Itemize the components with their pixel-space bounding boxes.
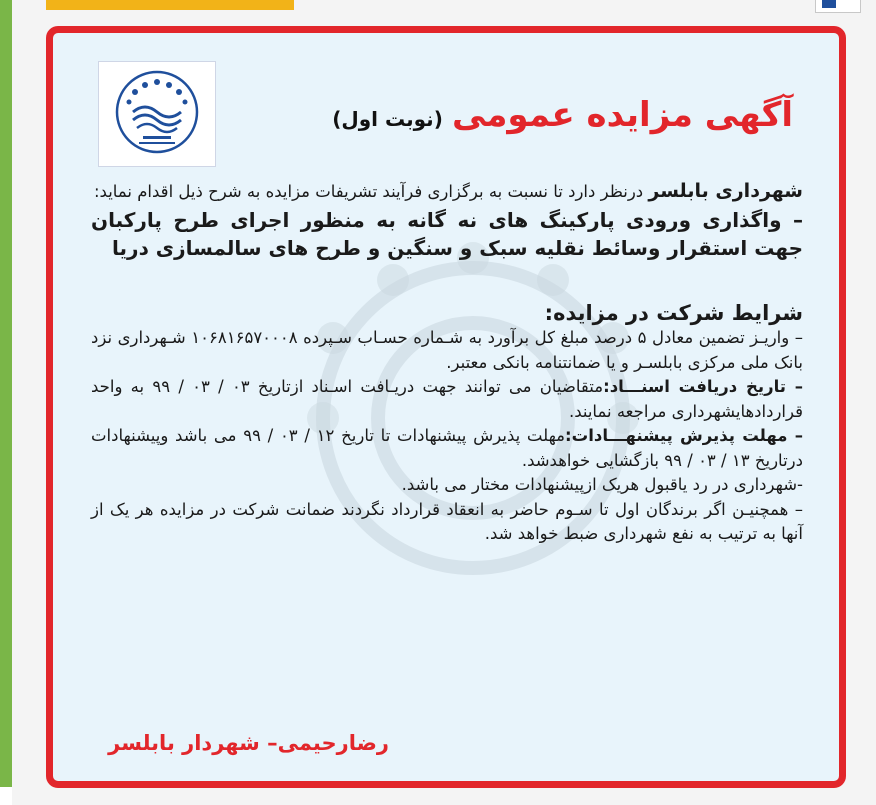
top-banner-strip	[46, 0, 294, 10]
auction-subject: – واگذاری ورودی پارکینگ های نه گانه به منظور اجرای طرح پارکبان جهت استقرار وسائط نقلیه سبک و سنگین و طرح های سالمسازی دریا	[91, 208, 803, 260]
intro-text: درنظر دارد تا نسبت به برگزاری فرآیند تشریفات مزایده به شرح ذیل اقدام نماید:	[94, 182, 649, 201]
notice-title	[332, 95, 793, 135]
title-round: (نوبت اول)	[332, 107, 443, 131]
notice-body	[91, 179, 803, 547]
notice-frame	[46, 26, 846, 788]
documents-condition	[91, 375, 803, 424]
intro-organization: شهرداری بابلسر	[648, 180, 803, 202]
documents-label: – تاریخ دریافت اسنـــاد:	[603, 377, 803, 396]
babolsar-municipality-logo-icon	[99, 62, 215, 166]
left-stripe-cap	[0, 787, 12, 805]
title-main: آگهی مزایده عمومی	[451, 95, 793, 135]
municipality-logo	[98, 61, 216, 167]
guarantee-condition: – واریـز تضمین معادل ۵ درصد مبلغ کل برآورد به شـماره حسـاب سـپرده ۱۰۶۸۱۶۵۷۰۰۰۸ شـهرداری نزد بانک ملی مرکزی بابلسـر و یا ضمانتنامه بانکی معتبر.	[91, 328, 804, 372]
bids-label: – مهلت پذیرش پیشنهـــادات:	[565, 426, 803, 445]
left-accent-stripe	[0, 0, 12, 787]
bids-text: مهلت پذیرش پیشنهادات تا تاریخ ۱۲ / ۰۳ / ۹۹ می باشد وپیشنهادات درتاریخ ۱۳ / ۰۳ / ۹۹ بازگشایی خواهدشد.	[91, 426, 803, 470]
signature: رضارحیمی– شهردار بابلسر	[108, 731, 389, 755]
rejection-condition: -شهرداری در رد یاقبول هریک ازپیشنهادات مختار می باشد.	[401, 475, 803, 494]
conditions-heading: شرایط شرکت در مزایده:	[544, 301, 803, 325]
intro-paragraph	[91, 179, 803, 204]
site-badge-icon	[815, 0, 861, 13]
documents-text: متقاضیان می توانند جهت دریـافت اسـناد ازتاریخ ۰۳ / ۰۳ / ۹۹ به واحد قراردادهایشهرداری مراجعه نمایند.	[91, 377, 803, 421]
forfeit-condition: – همچنیـن اگر برندگان اول تا سـوم حاضر به انعقاد قرارداد نگردند ضمانت شرکت در مزایده هر یک از آنها به ترتیب به نفع شهرداری ضبط خواهد شد.	[91, 499, 803, 543]
bids-condition	[91, 424, 803, 473]
